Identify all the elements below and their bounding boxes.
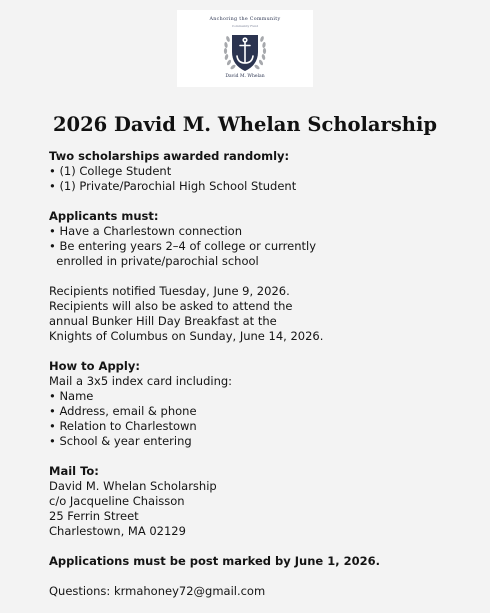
applicants-line: • Have a Charlestown connection <box>49 224 242 238</box>
anchor-shield-icon <box>221 29 269 75</box>
applicants-heading: Applicants must: <box>49 209 159 223</box>
logo-bottom-text: David M. Whelan <box>225 74 265 79</box>
deadline-notice: Applications must be post marked by June 1, 2026. <box>49 554 380 568</box>
contact-line: Questions: krmahoney72@gmail.com <box>49 584 266 598</box>
notice-line: Recipients will also be asked to attend the <box>49 299 293 313</box>
apply-item: • Name <box>49 389 94 403</box>
award-item: • (1) College Student <box>49 164 172 178</box>
mail-to-line: c/o Jacqueline Chaisson <box>49 494 185 508</box>
flyer-content <box>49 149 469 599</box>
mail-to-line: 25 Ferrin Street <box>49 509 139 523</box>
notice-line: Recipients notified Tuesday, June 9, 2026. <box>49 284 290 298</box>
how-to-apply-heading: How to Apply: <box>49 359 140 373</box>
notice-line: annual Bunker Hill Day Breakfast at the <box>49 314 277 328</box>
mail-to-line: David M. Whelan Scholarship <box>49 479 217 493</box>
logo <box>177 10 313 87</box>
apply-item: • School & year entering <box>49 434 192 448</box>
mail-to-line: Charlestown, MA 02129 <box>49 524 186 538</box>
notice-line: Knights of Columbus on Sunday, June 14, 2026. <box>49 329 324 343</box>
how-to-apply-intro: Mail a 3x5 index card including: <box>49 374 233 388</box>
applicants-line: enrolled in private/parochial school <box>49 254 259 268</box>
logo-small-text: Community Fund <box>231 24 259 28</box>
logo-top-text: Anchoring the Community <box>209 17 281 22</box>
awards-heading: Two scholarships awarded randomly: <box>49 149 290 163</box>
applicants-line: • Be entering years 2–4 of college or currently <box>49 239 317 253</box>
award-item: • (1) Private/Parochial High School Student <box>49 179 297 193</box>
apply-item: • Relation to Charlestown <box>49 419 197 433</box>
mail-to-heading: Mail To: <box>49 464 99 478</box>
apply-item: • Address, email & phone <box>49 404 197 418</box>
page-title: 2026 David M. Whelan Scholarship <box>52 113 438 136</box>
